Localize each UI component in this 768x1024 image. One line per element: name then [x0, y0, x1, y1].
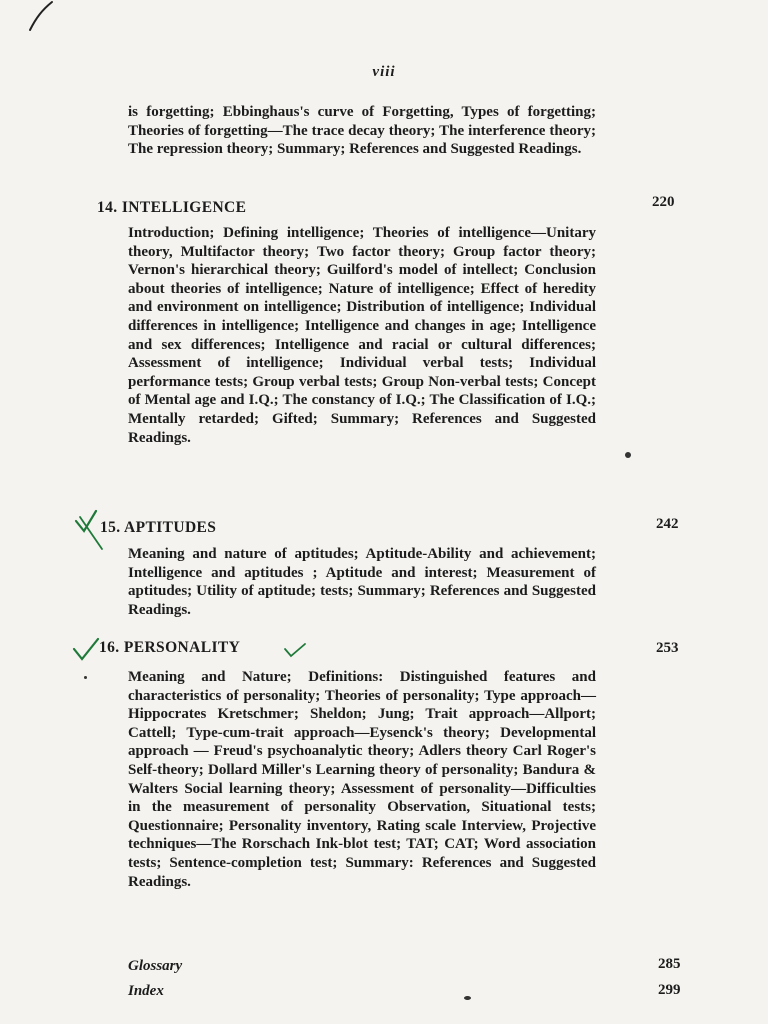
chapter-page-number: 242	[656, 516, 679, 532]
checkmark-icon	[72, 637, 100, 663]
chapter-title: PERSONALITY	[123, 639, 241, 656]
chapter-number: 15.	[100, 519, 121, 536]
chapter-number: 16.	[99, 639, 120, 656]
chapter-title: APTITUDES	[124, 519, 217, 536]
continuation-text: is forgetting; Ebbinghaus's curve of Forgetting, Types of forgetting; Theories of forgetting—The trace decay theory; The interference theory; The repression theory; Summary; References and Suggested Readings.	[128, 104, 596, 158]
chapter-description: Introduction; Defining intelligence; Theories of intelligence—Unitary theory, Multifactor theory; Two factor theory; Group factor theory; Vernon's hierarchical theory; Guilford's model of intellect; Conclusion about theories of intelligence; Nature of intelligence; Effect of heredity and environment on intelligence; Distribution of intelligence; Individual differences in intelligence; Intelligence and changes in age; Intelligence and sex differences; Intelligence and racial or cultural differences; Assessment of intelligence; Individual verbal tests; Individual performance tests; Group verbal tests; Group Non-verbal tests; Concept of Mental age and I.Q.; The constancy of I.Q.; The Classification of I.Q.; Mentally retarded; Gifted; Summary; References and Suggested Readings.	[128, 225, 596, 446]
ink-speck	[625, 452, 631, 458]
ink-speck	[84, 676, 87, 679]
index-entry: Index	[128, 983, 164, 999]
chapter-description: Meaning and Nature; Definitions: Distinguished features and characteristics of personality; Theories of personality; Type approach—Hippocrates Kretschmer; Sheldon; Jung; Trait approach—Allport; Cattell; Type-cum-trait approach—Eysenck's theory; Developmental approach — Freud's psychoanalytic theory; Adlers theory Carl Roger's Self-theory; Dollard Miller's Learning theory of personality; Bandura & Walters Social learning theory; Assessment of personality—Difficulties in the measurement of personality Observation, Situational tests; Questionnaire; Personality inventory, Rating scale Interview, Projective techniques—The Rorschach Ink-blot test; TAT; CAT; Word association tests; Sentence-completion test; Summary: References and Suggested Readings.	[128, 669, 596, 890]
chapter-page-number: 253	[656, 640, 679, 656]
chapter-heading	[97, 199, 246, 217]
pen-stroke-mark	[26, 0, 56, 34]
chapter-number: 14.	[97, 199, 118, 216]
ink-speck	[464, 996, 471, 1000]
chapter-heading	[100, 519, 216, 537]
chapter-page-number: 220	[652, 194, 675, 210]
chapter-heading	[99, 639, 240, 657]
chapter-description: Meaning and nature of aptitudes; Aptitude-Ability and achievement; Intelligence and aptitudes ; Aptitude and interest; Measurement of aptitudes; Utility of aptitude; tests; Summary; References and Suggested Readings.	[128, 546, 596, 618]
index-page-number: 299	[658, 982, 681, 998]
glossary-page-number: 285	[658, 956, 681, 972]
glossary-entry: Glossary	[128, 958, 183, 974]
checkmark-icon	[283, 641, 307, 659]
chapter-title: INTELLIGENCE	[121, 199, 247, 216]
page-number: viii	[372, 64, 396, 80]
